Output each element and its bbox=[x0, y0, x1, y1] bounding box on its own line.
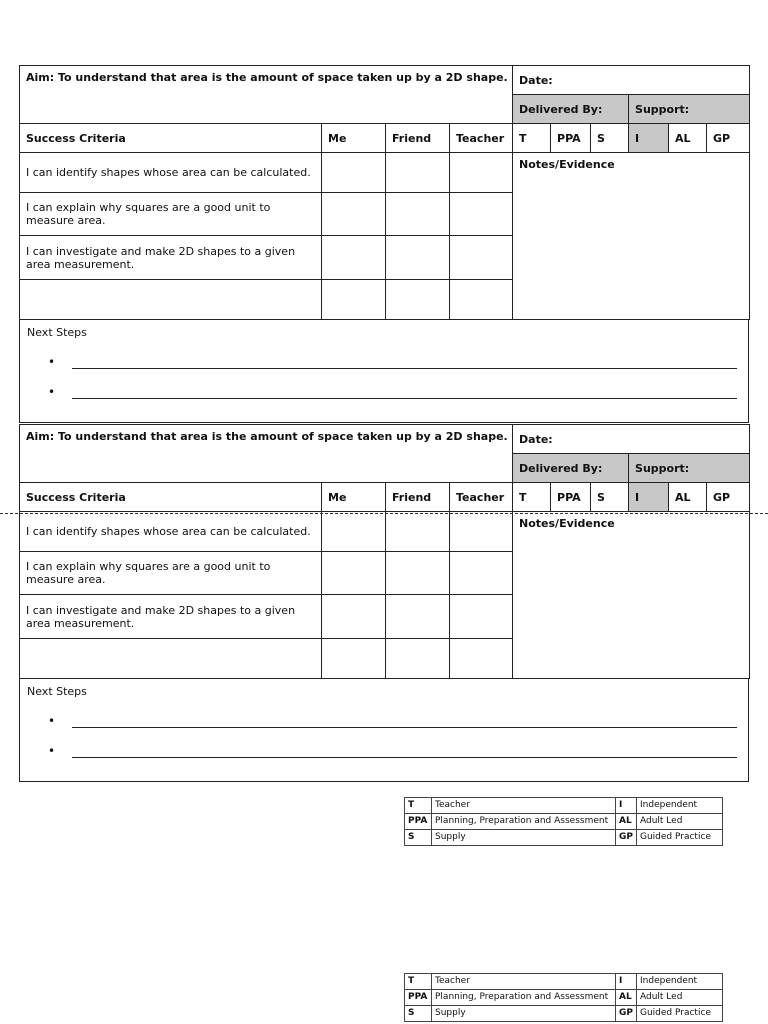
bullet-icon: • bbox=[48, 714, 56, 728]
friend-checkbox[interactable] bbox=[386, 153, 450, 193]
key-code: GP bbox=[616, 1006, 637, 1022]
key-row bbox=[405, 798, 723, 814]
key-row bbox=[405, 814, 723, 830]
key-code: T bbox=[405, 798, 432, 814]
key-description: Independent bbox=[637, 974, 723, 990]
delivery-code-teacher[interactable]: T bbox=[513, 124, 551, 153]
key-code: PPA bbox=[405, 814, 432, 830]
criterion-text: I can investigate and make 2D shapes to a given area measurement. bbox=[20, 236, 322, 280]
friend-checkbox[interactable] bbox=[386, 552, 450, 595]
criterion-text: I can identify shapes whose area can be calculated. bbox=[20, 153, 322, 193]
me-checkbox[interactable] bbox=[322, 552, 386, 595]
key-code: AL bbox=[616, 990, 637, 1006]
next-step-line[interactable] bbox=[72, 727, 737, 728]
teacher-checkbox[interactable] bbox=[450, 236, 513, 280]
key-code: I bbox=[616, 798, 637, 814]
date-field[interactable]: Date: bbox=[513, 66, 750, 95]
teacher-checkbox[interactable] bbox=[450, 512, 513, 552]
key-code: PPA bbox=[405, 990, 432, 1006]
me-header: Me bbox=[322, 124, 386, 153]
key-table-bottom bbox=[404, 973, 722, 1022]
me-header: Me bbox=[322, 483, 386, 512]
teacher-checkbox[interactable] bbox=[450, 153, 513, 193]
me-checkbox[interactable] bbox=[322, 512, 386, 552]
delivered-by-label: Delivered By: bbox=[513, 454, 629, 483]
assessment-grid bbox=[19, 65, 750, 320]
delivery-code-supply[interactable]: S bbox=[591, 124, 629, 153]
key-table bbox=[404, 797, 723, 846]
delivered-by-label: Delivered By: bbox=[513, 95, 629, 124]
key-description: Supply bbox=[432, 1006, 616, 1022]
key-description: Guided Practice bbox=[637, 830, 723, 846]
assessment-sheet bbox=[19, 65, 748, 423]
key-description: Adult Led bbox=[637, 990, 723, 1006]
key-description: Teacher bbox=[432, 798, 616, 814]
friend-checkbox[interactable] bbox=[386, 639, 450, 679]
friend-header: Friend bbox=[386, 483, 450, 512]
delivery-code-supply[interactable]: S bbox=[591, 483, 629, 512]
bullet-icon: • bbox=[48, 744, 56, 758]
bullet-icon: • bbox=[48, 385, 56, 399]
notes-evidence-area[interactable]: Notes/Evidence bbox=[513, 153, 750, 320]
teacher-header: Teacher bbox=[450, 483, 513, 512]
key-table-top bbox=[404, 797, 722, 846]
friend-checkbox[interactable] bbox=[386, 236, 450, 280]
key-code: AL bbox=[616, 814, 637, 830]
friend-checkbox[interactable] bbox=[386, 280, 450, 320]
friend-checkbox[interactable] bbox=[386, 193, 450, 236]
criteria-row bbox=[20, 153, 750, 193]
friend-header: Friend bbox=[386, 124, 450, 153]
key-description: Independent bbox=[637, 798, 723, 814]
success-criteria-header: Success Criteria bbox=[20, 483, 322, 512]
next-steps-section bbox=[19, 679, 749, 782]
delivery-code-teacher[interactable]: T bbox=[513, 483, 551, 512]
support-label: Support: bbox=[629, 95, 750, 124]
teacher-checkbox[interactable] bbox=[450, 280, 513, 320]
me-checkbox[interactable] bbox=[322, 595, 386, 639]
key-code: S bbox=[405, 1006, 432, 1022]
key-row bbox=[405, 990, 723, 1006]
key-row bbox=[405, 830, 723, 846]
criterion-text[interactable] bbox=[20, 280, 322, 320]
support-code-guided-practice[interactable]: GP bbox=[707, 483, 750, 512]
key-row bbox=[405, 974, 723, 990]
support-code-adult-led[interactable]: AL bbox=[669, 483, 707, 512]
delivery-code-ppa[interactable]: PPA bbox=[551, 124, 591, 153]
key-description: Planning, Preparation and Assessment bbox=[432, 814, 616, 830]
teacher-header: Teacher bbox=[450, 124, 513, 153]
teacher-checkbox[interactable] bbox=[450, 595, 513, 639]
key-description: Supply bbox=[432, 830, 616, 846]
criteria-row bbox=[20, 512, 750, 552]
support-code-adult-led[interactable]: AL bbox=[669, 124, 707, 153]
success-criteria-header: Success Criteria bbox=[20, 124, 322, 153]
criterion-text: I can identify shapes whose area can be calculated. bbox=[20, 512, 322, 552]
criterion-text: I can explain why squares are a good unit to measure area. bbox=[20, 552, 322, 595]
friend-checkbox[interactable] bbox=[386, 512, 450, 552]
key-description: Planning, Preparation and Assessment bbox=[432, 990, 616, 1006]
next-steps-label: Next Steps bbox=[27, 326, 87, 339]
teacher-checkbox[interactable] bbox=[450, 639, 513, 679]
support-label: Support: bbox=[629, 454, 750, 483]
notes-evidence-area[interactable]: Notes/Evidence bbox=[513, 512, 750, 679]
key-description: Guided Practice bbox=[637, 1006, 723, 1022]
me-checkbox[interactable] bbox=[322, 639, 386, 679]
support-code-independent[interactable]: I bbox=[629, 483, 669, 512]
key-code: T bbox=[405, 974, 432, 990]
key-table bbox=[404, 973, 723, 1022]
bullet-icon: • bbox=[48, 355, 56, 369]
criterion-text[interactable] bbox=[20, 639, 322, 679]
next-step-line[interactable] bbox=[72, 398, 737, 399]
criterion-text: I can explain why squares are a good unit to measure area. bbox=[20, 193, 322, 236]
aim-text: Aim: To understand that area is the amount of space taken up by a 2D shape. bbox=[20, 425, 513, 483]
me-checkbox[interactable] bbox=[322, 280, 386, 320]
aim-text: Aim: To understand that area is the amount of space taken up by a 2D shape. bbox=[20, 66, 513, 124]
teacher-checkbox[interactable] bbox=[450, 193, 513, 236]
date-field[interactable]: Date: bbox=[513, 425, 750, 454]
me-checkbox[interactable] bbox=[322, 193, 386, 236]
key-code: GP bbox=[616, 830, 637, 846]
assessment-grid bbox=[19, 424, 750, 679]
key-code: I bbox=[616, 974, 637, 990]
cut-line bbox=[0, 513, 768, 514]
support-code-independent[interactable]: I bbox=[629, 124, 669, 153]
assessment-sheet bbox=[19, 424, 748, 782]
me-checkbox[interactable] bbox=[322, 153, 386, 193]
friend-checkbox[interactable] bbox=[386, 595, 450, 639]
next-step-line[interactable] bbox=[72, 368, 737, 369]
next-steps-label: Next Steps bbox=[27, 685, 87, 698]
next-step-line[interactable] bbox=[72, 757, 737, 758]
criterion-text: I can investigate and make 2D shapes to a given area measurement. bbox=[20, 595, 322, 639]
next-steps-section bbox=[19, 320, 749, 423]
assessment-sheet-bottom bbox=[19, 424, 748, 782]
assessment-sheet-top bbox=[19, 65, 748, 423]
delivery-code-ppa[interactable]: PPA bbox=[551, 483, 591, 512]
key-code: S bbox=[405, 830, 432, 846]
teacher-checkbox[interactable] bbox=[450, 552, 513, 595]
key-row bbox=[405, 1006, 723, 1022]
key-description: Teacher bbox=[432, 974, 616, 990]
support-code-guided-practice[interactable]: GP bbox=[707, 124, 750, 153]
key-description: Adult Led bbox=[637, 814, 723, 830]
me-checkbox[interactable] bbox=[322, 236, 386, 280]
